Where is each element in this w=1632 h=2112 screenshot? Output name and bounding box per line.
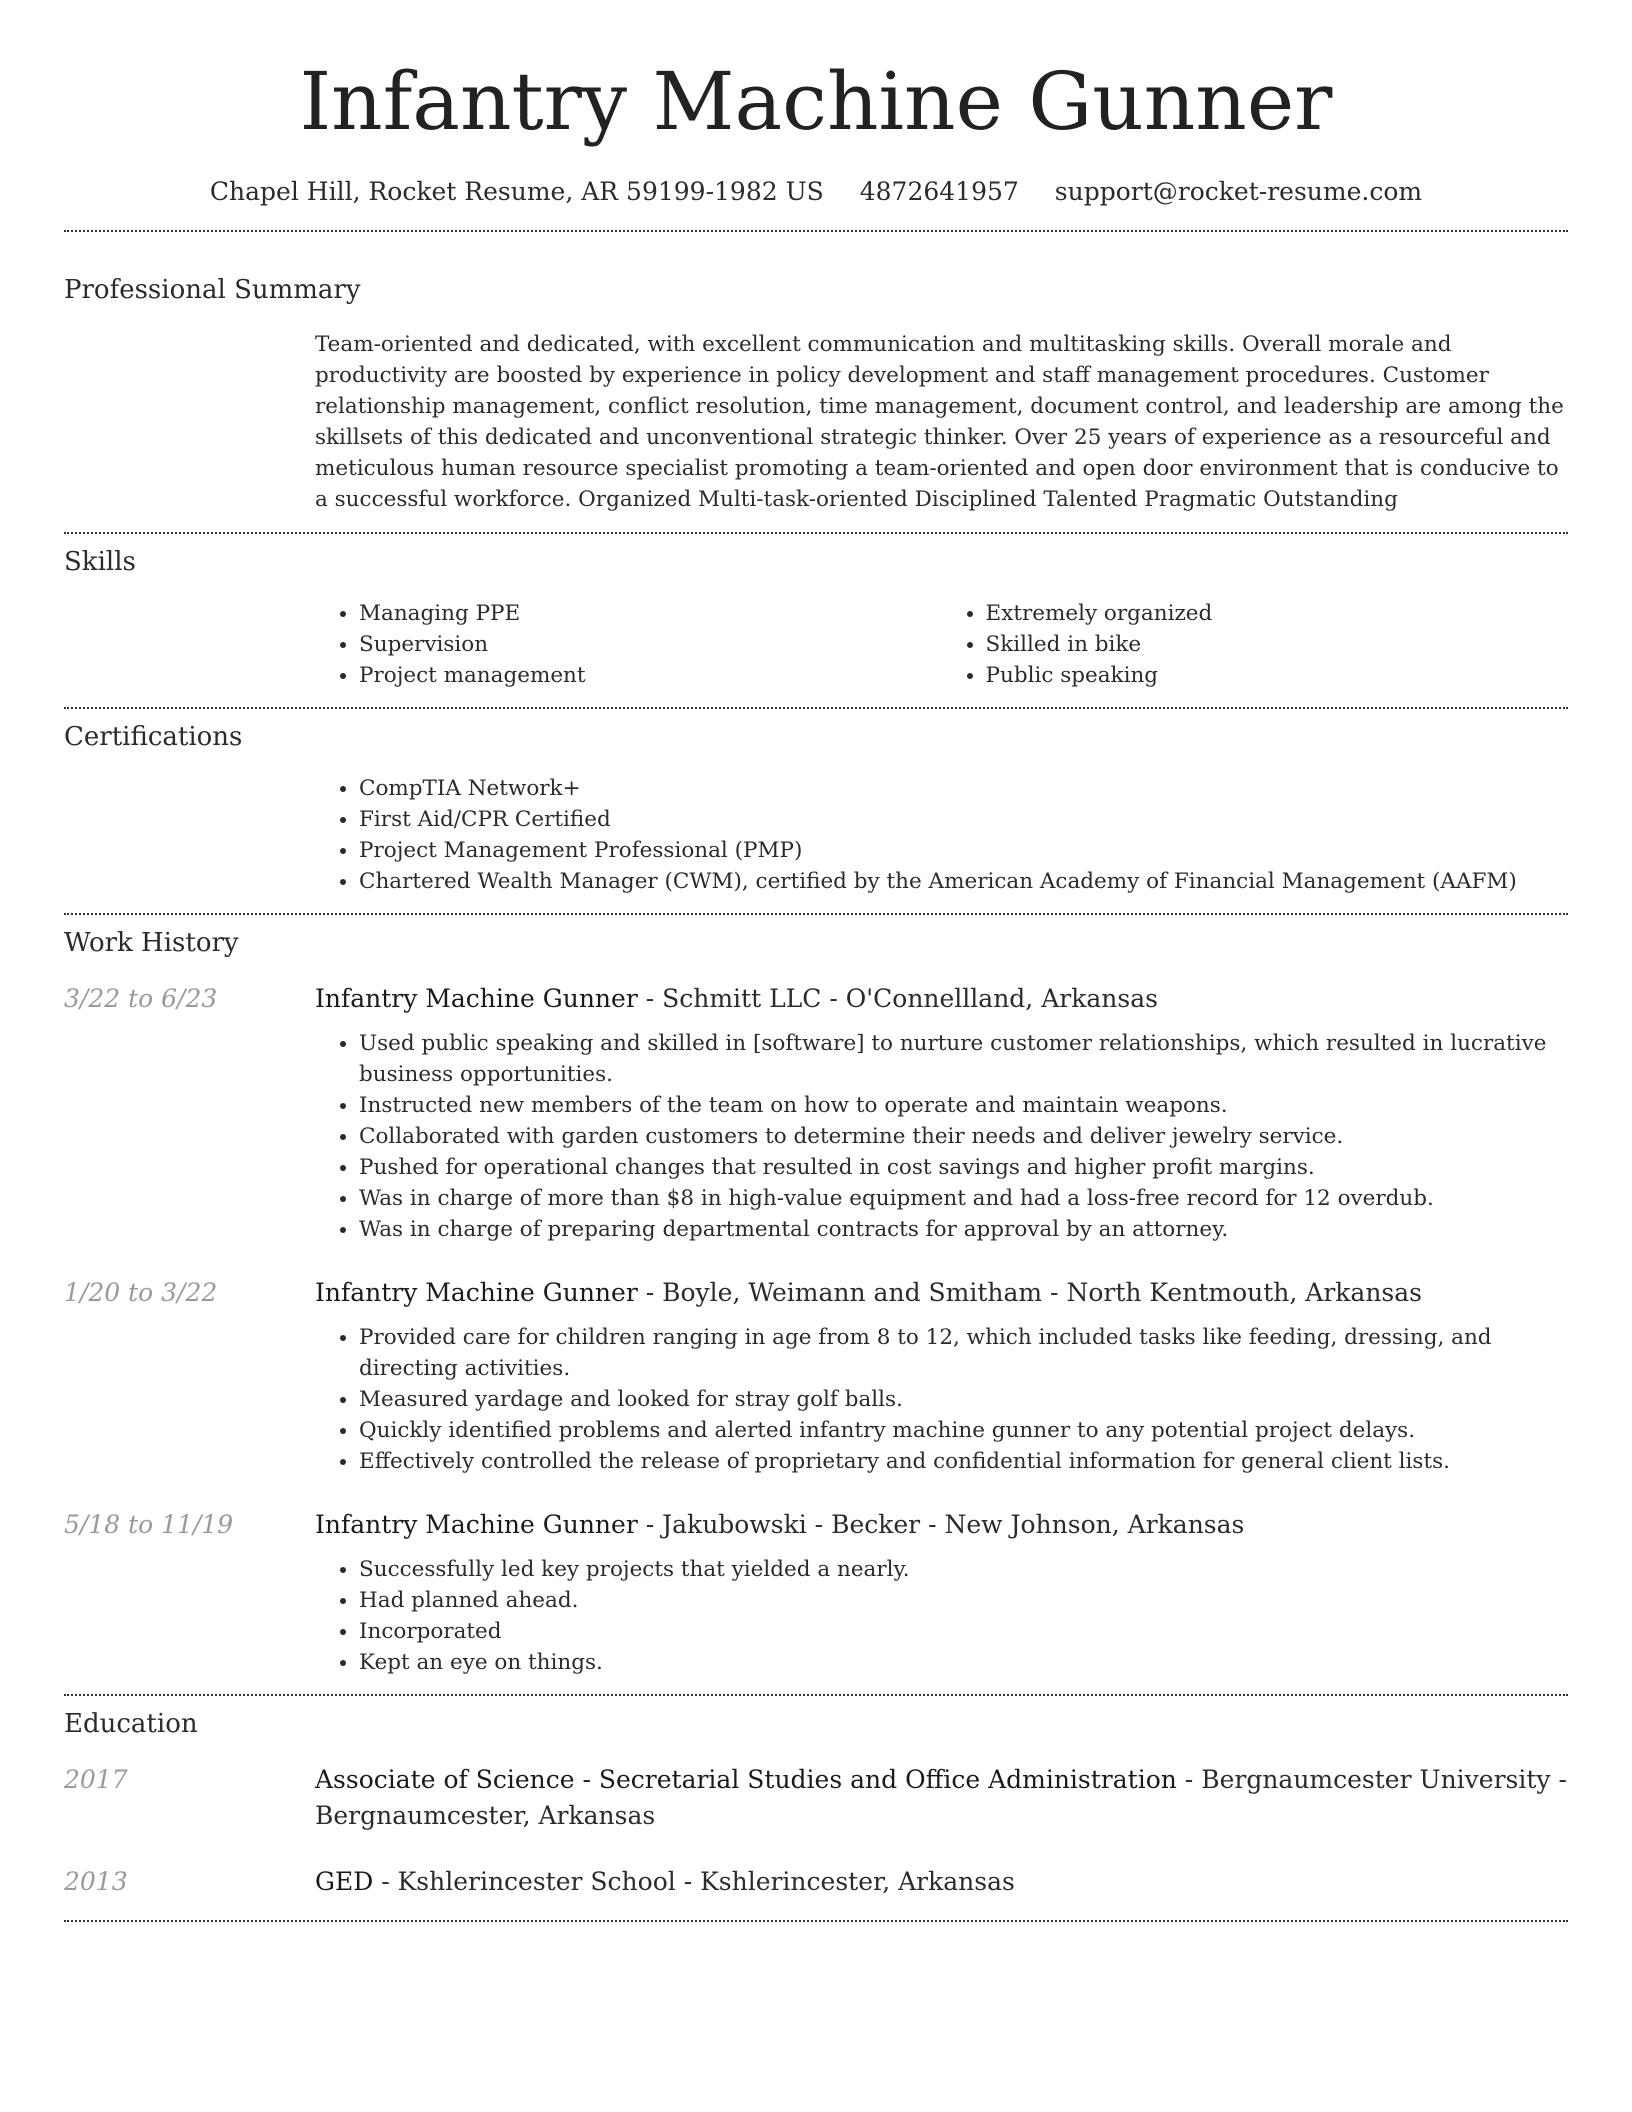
job-bullet: • Quickly identified problems and alerted infantry machine gunner to any potential project delays. [359,1415,1568,1446]
education-degree: GED [315,1867,374,1896]
job-bullet: • Was in charge of preparing departmental contracts for approval by an attorney. [359,1214,1568,1245]
skills-left-column [315,598,942,691]
email: support@rocket-resume.com [1054,177,1423,206]
job-bullet: • Instructed new members of the team on how to operate and maintain weapons. [359,1090,1568,1121]
certifications-list [315,773,1568,897]
candidate-name: Infantry Machine Gunner [299,55,1333,148]
job-title: Infantry Machine Gunner [315,1278,638,1307]
job-bullet: • Measured yardage and looked for stray golf balls. [359,1384,1568,1415]
divider [64,1694,1568,1696]
summary-text: Team-oriented and dedicated, with excellent communication and multitasking skills. Overall morale and productivity are boosted by experience in policy development and staff management procedures. Customer relationship management, conflict resolution, time management, document control, and leadership are among the skillsets of this dedicated and unconventional strategic thinker. Over 25 years of experience as a resourceful and meticulous human resource specialist promoting a team-oriented and open door environment that is conducive to a successful workforce. Organized Multi-task-oriented Disciplined Talented Pragmatic Outstanding [315,332,1564,512]
education-heading [315,1762,1568,1834]
education-school: - Kshlerincester School - Kshlerincester, Arkansas [373,1867,1015,1896]
certification-item: • Chartered Wealth Manager (CWM), certified by the American Academy of Financial Management (AAFM) [359,866,1568,897]
job-bullet: • Successfully led key projects that yielded a nearly. [359,1554,1568,1585]
education-entry [64,1864,1568,1900]
education-heading [315,1864,1568,1900]
job-employer: - Jakubowski - Becker - New Johnson, Arkansas [637,1510,1245,1539]
divider [64,532,1568,534]
skill-item: • Project management [359,660,942,691]
skill-item: • Public speaking [986,660,1569,691]
job-bullet: • Had planned ahead. [359,1585,1568,1616]
education-title: Education [64,1709,198,1739]
certification-item: • CompTIA Network+ [359,773,1568,804]
divider [64,913,1568,915]
job-bullet: • Collaborated with garden customers to determine their needs and deliver jewelry service. [359,1121,1568,1152]
education-degree: Associate of Science - Secretarial Studies and Office Administration [315,1765,1177,1794]
skills-right-column [942,598,1569,691]
job-entry [64,1275,1568,1311]
job-employer: - Schmitt LLC - O'Connellland, Arkansas [637,984,1158,1013]
job-bullets [315,1322,1568,1477]
divider [64,230,1568,232]
summary-title: Professional Summary [64,275,361,305]
job-bullet: • Pushed for operational changes that resulted in cost savings and higher profit margins. [359,1152,1568,1183]
job-bullet: • Kept an eye on things. [359,1647,1568,1678]
certifications-title: Certifications [64,722,243,752]
job-bullet: • Used public speaking and skilled in [software] to nurture customer relationships, which resulted in lucrative business opportunities. [359,1028,1568,1090]
divider [64,1920,1568,1922]
certification-item: • Project Management Professional (PMP) [359,835,1568,866]
summary-section [315,329,1568,515]
education-entry [64,1762,1568,1834]
job-employer: - Boyle, Weimann and Smitham - North Kentmouth, Arkansas [637,1278,1422,1307]
job-title: Infantry Machine Gunner [315,984,638,1013]
skill-item: • Managing PPE [359,598,942,629]
job-bullet: • Effectively controlled the release of proprietary and confidential information for general client lists. [359,1446,1568,1477]
certification-item: • First Aid/CPR Certified [359,804,1568,835]
job-entry [64,981,1568,1017]
phone: 4872641957 [859,177,1019,206]
skills-title: Skills [64,547,136,577]
job-title: Infantry Machine Gunner [315,1510,638,1539]
job-bullet: • Incorporated [359,1616,1568,1647]
job-bullets [315,1554,1568,1678]
job-bullets [315,1028,1568,1245]
education-year: 2013 [64,1867,128,1896]
job-heading [315,1275,1568,1311]
skill-item: • Extremely organized [986,598,1569,629]
job-dates: 5/18 to 11/19 [64,1510,234,1539]
contact-line [64,172,1568,212]
job-heading [315,1507,1568,1543]
education-year: 2017 [64,1765,128,1794]
job-dates: 3/22 to 6/23 [64,984,218,1013]
skills-list [315,598,1568,691]
job-bullet: • Was in charge of more than $8 in high-value equipment and had a loss-free record for 12 overdub. [359,1183,1568,1214]
divider [64,707,1568,709]
skill-item: • Supervision [359,629,942,660]
job-dates: 1/20 to 3/22 [64,1278,218,1307]
education-school: - Bergnaumcester University - Bergnaumcester, Arkansas [315,1765,1567,1830]
address: Chapel Hill, Rocket Resume, AR 59199-1982 US [209,177,824,206]
job-heading [315,981,1568,1017]
skill-item: • Skilled in bike [986,629,1569,660]
job-bullet: • Provided care for children ranging in age from 8 to 12, which included tasks like feeding, dressing, and directing activities. [359,1322,1568,1384]
work-history-title: Work History [64,928,239,958]
job-entry [64,1507,1568,1543]
